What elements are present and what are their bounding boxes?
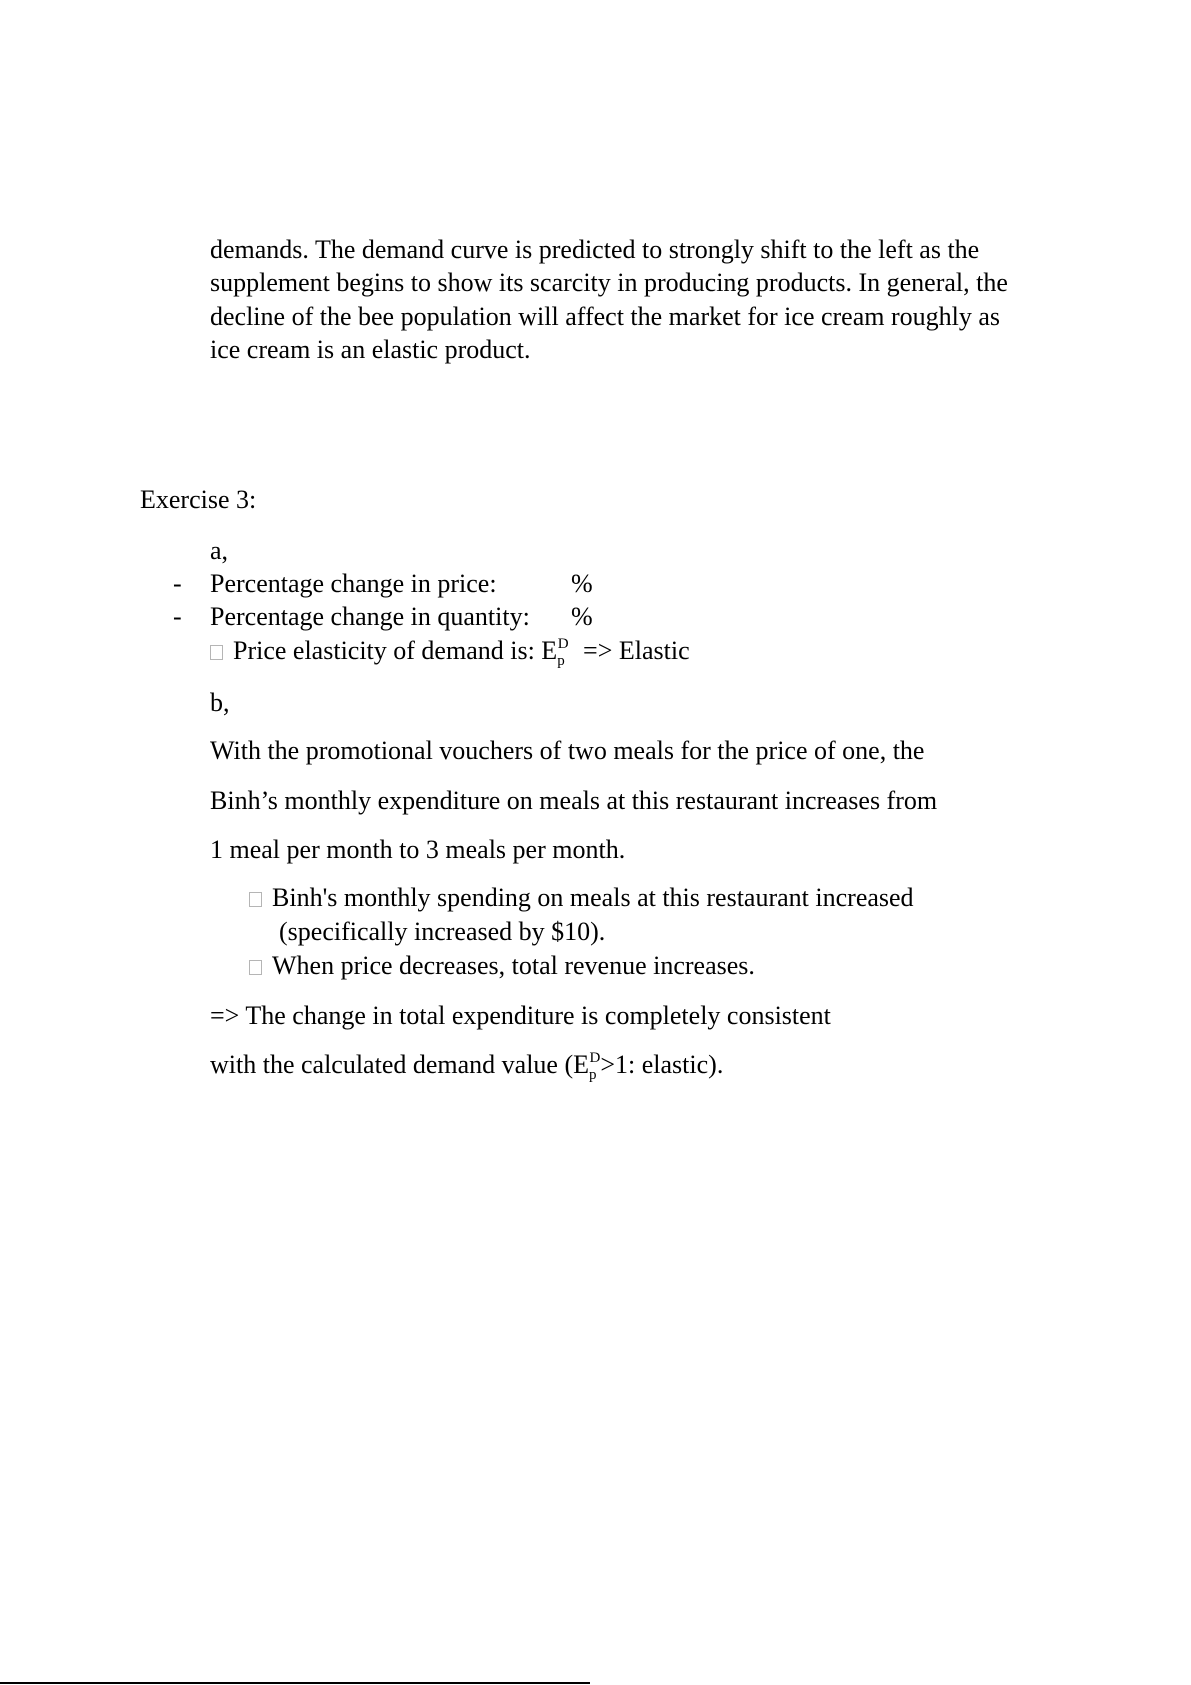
elasticity-result: => Elastic: [583, 636, 690, 665]
elasticity-prefix: Price elasticity of demand is: E: [233, 636, 558, 665]
bullet-2: [249, 951, 755, 981]
bullet-2-text: When price decreases, total revenue increases.: [272, 951, 755, 980]
elasticity-superscript: D: [557, 636, 569, 652]
exercise-title: Exercise 3:: [140, 485, 257, 514]
intro-line-3: decline of the bee population will affect the market for ice cream roughly as: [210, 302, 1001, 331]
part-b-line-3: 1 meal per month to 3 meals per month.: [210, 835, 626, 864]
bullet-1-text: Binh's monthly spending on meals at this restaurant increased: [272, 883, 914, 912]
checkbox-icon: [249, 892, 262, 907]
bullet-1-continuation: (specifically increased by $10).: [279, 917, 606, 946]
conclusion-suffix: >1: elastic).: [600, 1050, 724, 1079]
checkbox-icon: [210, 645, 223, 660]
part-b-line-1: With the promotional vouchers of two meals for the price of one, the: [210, 736, 925, 765]
bullet-dash: -: [173, 602, 182, 631]
conclusion-subscript: p: [589, 1067, 597, 1083]
intro-line-1: demands. The demand curve is predicted to strongly shift to the left as the: [210, 235, 980, 264]
part-a-label: a,: [210, 536, 229, 565]
price-change-percent: %: [571, 569, 593, 598]
conclusion-prefix: with the calculated demand value (E: [210, 1050, 590, 1079]
checkbox-icon: [249, 960, 262, 975]
intro-line-2: supplement begins to show its scarcity in producing products. In general, the: [210, 268, 1008, 297]
quantity-change-percent: %: [571, 602, 593, 631]
intro-line-4: ice cream is an elastic product.: [210, 335, 531, 364]
elasticity-subscript: p: [557, 653, 565, 669]
bullet-1: [249, 883, 914, 913]
part-b-line-2: Binh’s monthly expenditure on meals at this restaurant increases from: [210, 786, 938, 815]
bullet-dash: -: [173, 569, 182, 598]
conclusion-line-1: => The change in total expenditure is completely consistent: [210, 1001, 831, 1030]
conclusion-superscript: D: [589, 1050, 601, 1066]
part-b-label: b,: [210, 688, 230, 717]
quantity-change-label: Percentage change in quantity:: [210, 602, 530, 631]
conclusion-line-2: [210, 1050, 723, 1084]
page-bottom-rule: [0, 1682, 590, 1684]
price-change-label: Percentage change in price:: [210, 569, 497, 598]
elasticity-result-line: [210, 636, 690, 670]
